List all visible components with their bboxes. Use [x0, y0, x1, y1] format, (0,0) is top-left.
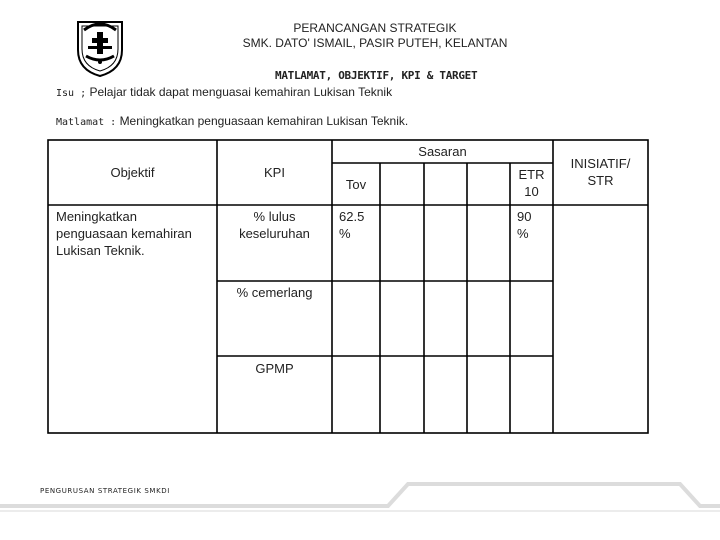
header-tov: Tov [345, 177, 367, 192]
kpi-lulus-line1: % lulus [253, 209, 296, 224]
kpi-cell-cemerlang: % cemerlang [236, 285, 313, 300]
kpi-cell-lulus [217, 208, 332, 242]
footer-label: PENGURUSAN STRATEGIK SMKDI [40, 487, 170, 495]
objektif-line: penguasaan kemahiran [56, 226, 192, 241]
objektif-line: Meningkatkan [56, 209, 137, 224]
matlamat-label: Matlamat : [56, 117, 117, 128]
header-etr-label: ETR [518, 167, 545, 182]
footer-decoration [0, 478, 720, 518]
etr-value-unit: % [517, 226, 529, 241]
isu-label: Isu ; [56, 88, 87, 99]
kpi-lulus-line2: keseluruhan [239, 226, 310, 241]
header-objektif: Objektif [110, 165, 155, 180]
kpi-cell-gpmp: GPMP [255, 361, 294, 376]
header-etr-year: 10 [524, 184, 539, 199]
header-kpi: KPI [264, 165, 285, 180]
page-title: PERANCANGAN STRATEGIK [293, 21, 457, 35]
header-sasaran: Sasaran [418, 144, 467, 159]
school-name: SMK. DATO' ISMAIL, PASIR PUTEH, KELANTAN [242, 36, 508, 50]
header-inisiatif-line2: STR [587, 173, 614, 188]
tov-value-unit: % [339, 226, 351, 241]
isu-text: Pelajar tidak dapat menguasai kemahiran Lukisan Teknik [89, 85, 393, 99]
objektif-cell [56, 208, 216, 259]
header-inisiatif-line1: INISIATIF/ [570, 156, 631, 171]
section-heading: MATLAMAT, OBJEKTIF, KPI & TARGET [275, 69, 478, 82]
tov-value [339, 208, 379, 242]
objektif-line: Lukisan Teknik. [56, 243, 145, 258]
header-inisiatif [553, 155, 648, 189]
tov-value-number: 62.5 [339, 209, 365, 224]
etr-value-number: 90 [517, 209, 532, 224]
matlamat-text: Meningkatkan penguasaan kemahiran Lukisan Teknik. [119, 114, 409, 128]
header-etr [510, 166, 553, 200]
etr-value [517, 208, 552, 242]
